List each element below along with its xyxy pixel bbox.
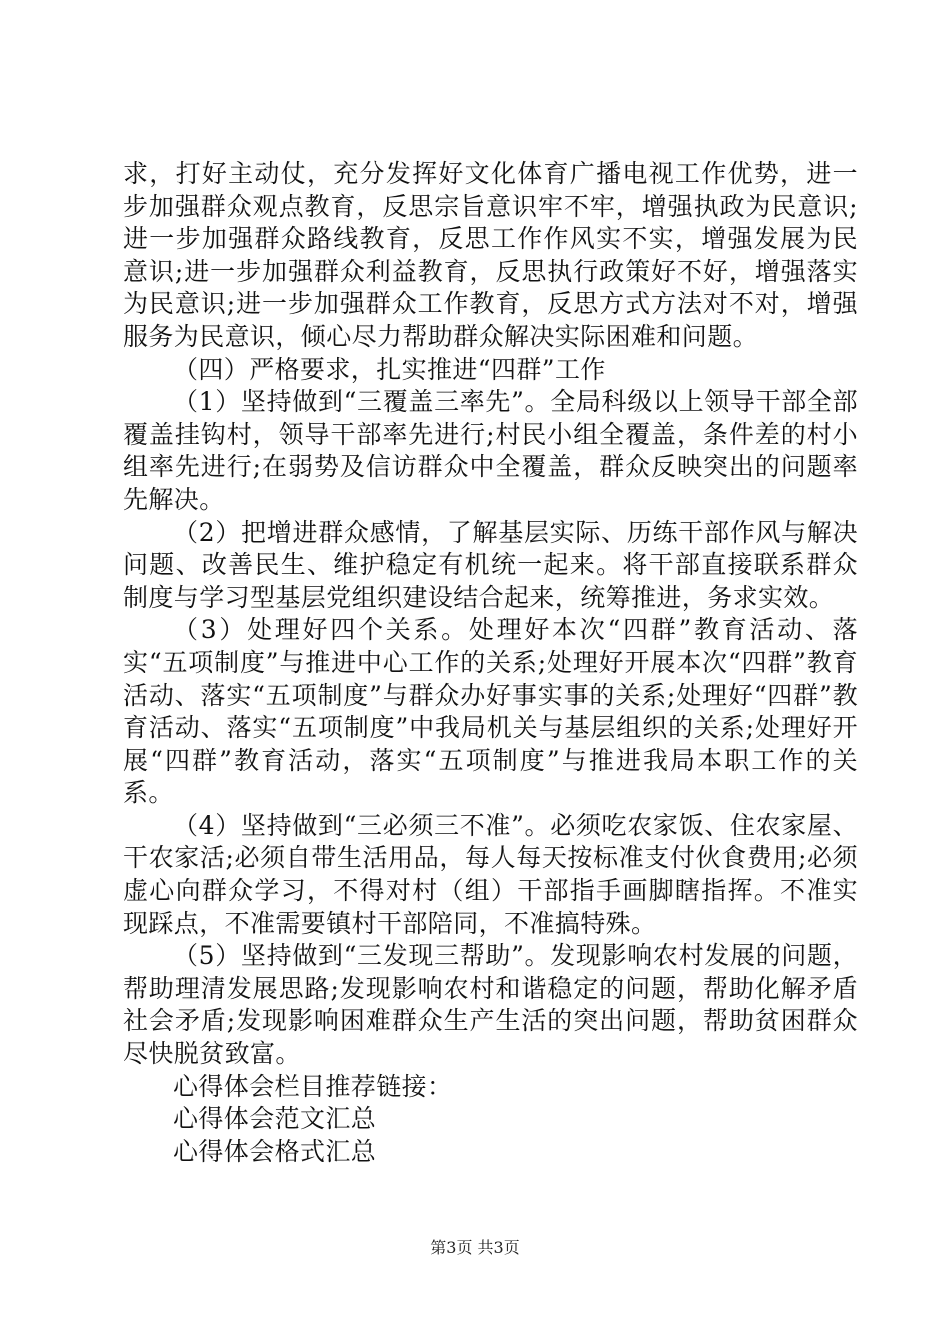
page-number-footer: 第3页 共3页 — [430, 1238, 520, 1257]
link-format-collection[interactable]: 心得体会格式汇总 — [173, 1136, 377, 1166]
paragraph-item-1: （1）坚持做到“三覆盖三率先”。全局科级以上领导干部全部覆盖挂钩村，领导干部率先进行;村民小组全覆盖，条件差的村小组率先进行;在弱势及信访群众中全覆盖，群众反映突出的问题率先解决。 — [123, 387, 858, 514]
paragraph-intro: 求，打好主动仗，充分发挥好文化体育广播电视工作优势，进一步加强群众观点教育，反思宗旨意识牢不牢，增强执政为民意识;进一步加强群众路线教育，反思工作作风实不实，增强发展为民意识;进一步加强群众利益教育，反思执行政策好不好，增强落实为民意识;进一步加强群众工作教育，反思方式方法对不对，增强服务为民意识，倾心尽力帮助群众解决实际困难和问题。 — [123, 159, 858, 351]
paragraph-item-3: （3）处理好四个关系。处理好本次“四群”教育活动、落实“五项制度”与推进中心工作的关系;处理好开展本次“四群”教育活动、落实“五项制度”与群众办好事实事的关系;处理好“四群”教育活动、落实“五项制度”中我局机关与基层组织的关系;处理好开展“四群”教育活动，落实“五项制度”与推进我局本职工作的关系。 — [123, 615, 858, 808]
paragraph-item-2: （2）把增进群众感情，了解基层实际、历练干部作风与解决问题、改善民生、维护稳定有机统一起来。将干部直接联系群众制度与学习型基层党组织建设结合起来，统筹推进，务求实效。 — [123, 517, 858, 612]
link-essay-collection[interactable]: 心得体会范文汇总 — [173, 1104, 377, 1134]
paragraph-item-4: （4）坚持做到“三必须三不准”。必须吃农家饭、住农家屋、干农家活;必须自带生活用品，每人每天按标准支付伙食费用;必须虚心向群众学习，不得对村（组）干部指手画脚瞎指挥。不准实现踩点，不准需要镇村干部陪同，不准搞特殊。 — [123, 810, 858, 938]
paragraph-item-5: （5）坚持做到“三发现三帮助”。发现影响农村发展的问题，帮助理清发展思路;发现影响农村和谐稳定的问题，帮助化解矛盾社会矛盾;发现影响困难群众生产生活的突出问题，帮助贫困群众尽快脱贫致富。 — [123, 941, 858, 1069]
recommended-links — [123, 1071, 858, 1169]
section-heading-four: （四）严格要求，扎实推进“四群”工作 — [173, 354, 606, 384]
document-body — [123, 158, 858, 1168]
recommended-links-heading: 心得体会栏目推荐链接： — [173, 1071, 453, 1101]
